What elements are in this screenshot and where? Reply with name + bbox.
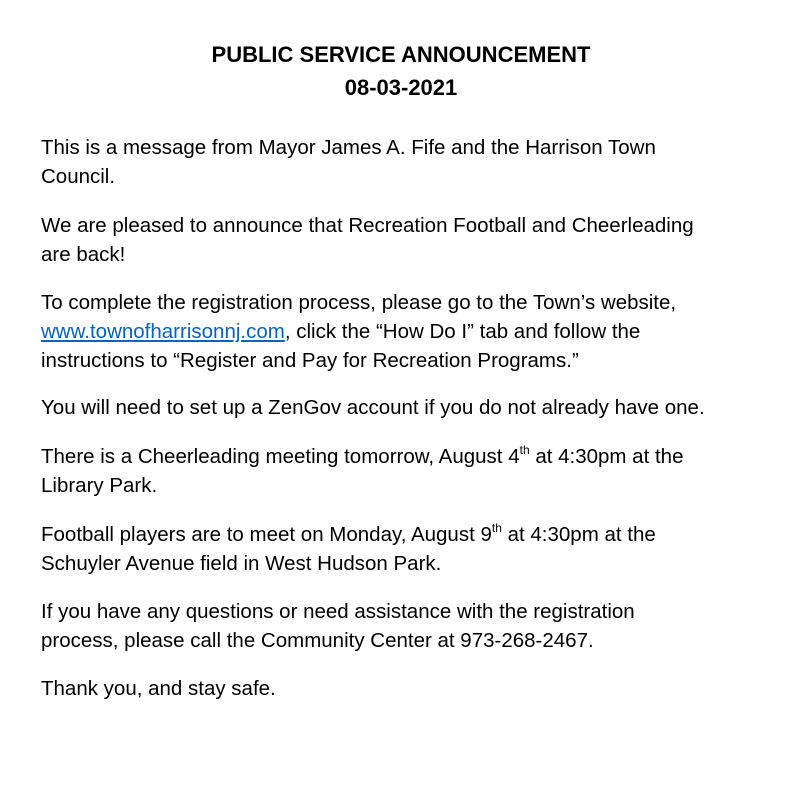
paragraph-line: You will need to set up a ZenGov account if you do not already have one. (41, 396, 705, 419)
paragraph-announcement (41, 211, 771, 269)
paragraph-line: are back! (41, 243, 126, 266)
paragraph-line (41, 520, 771, 549)
paragraph-line: Schuyler Avenue field in West Hudson Park. (41, 552, 442, 575)
paragraph-line: This is a message from Mayor James A. Fife and the Harrison Town (41, 136, 656, 159)
paragraph-line: instructions to “Register and Pay for Recreation Programs.” (41, 349, 579, 372)
paragraph-zengov (41, 393, 771, 422)
paragraph-intro (41, 133, 771, 191)
paragraph-football (41, 520, 771, 578)
paragraph-registration (41, 288, 771, 375)
cheer-text-pre: There is a Cheerleading meeting tomorrow, August 4 (41, 445, 520, 468)
website-link[interactable]: www.townofharrisonnj.com (41, 320, 285, 343)
paragraph-line: Thank you, and stay safe. (41, 677, 276, 700)
paragraph-closing (41, 674, 771, 703)
paragraph-line (41, 442, 771, 471)
cheer-date-suffix: th (519, 443, 530, 457)
football-text-pre: Football players are to meet on Monday, August 9 (41, 523, 492, 546)
announcement-date: 08-03-2021 (344, 75, 458, 100)
paragraph-contact (41, 597, 771, 655)
paragraph-line: Library Park. (41, 474, 158, 497)
paragraph-cheerleading (41, 442, 771, 500)
cheer-text-post: at 4:30pm at the (529, 445, 684, 468)
paragraph-line: If you have any questions or need assistance with the registration (41, 600, 635, 623)
page-title: PUBLIC SERVICE ANNOUNCEMENT (211, 42, 591, 67)
football-date-suffix: th (491, 521, 502, 535)
paragraph-line (41, 317, 771, 346)
paragraph-line: Council. (41, 165, 116, 188)
football-text-post: at 4:30pm at the (501, 523, 656, 546)
link-trailing-text: , click the “How Do I” tab and follow the (284, 320, 641, 343)
paragraph-line: process, please call the Community Center at 973-268-2467. (41, 629, 594, 652)
paragraph-line: We are pleased to announce that Recreation Football and Cheerleading (41, 214, 694, 237)
paragraph-line: To complete the registration process, please go to the Town’s website, (41, 291, 677, 314)
